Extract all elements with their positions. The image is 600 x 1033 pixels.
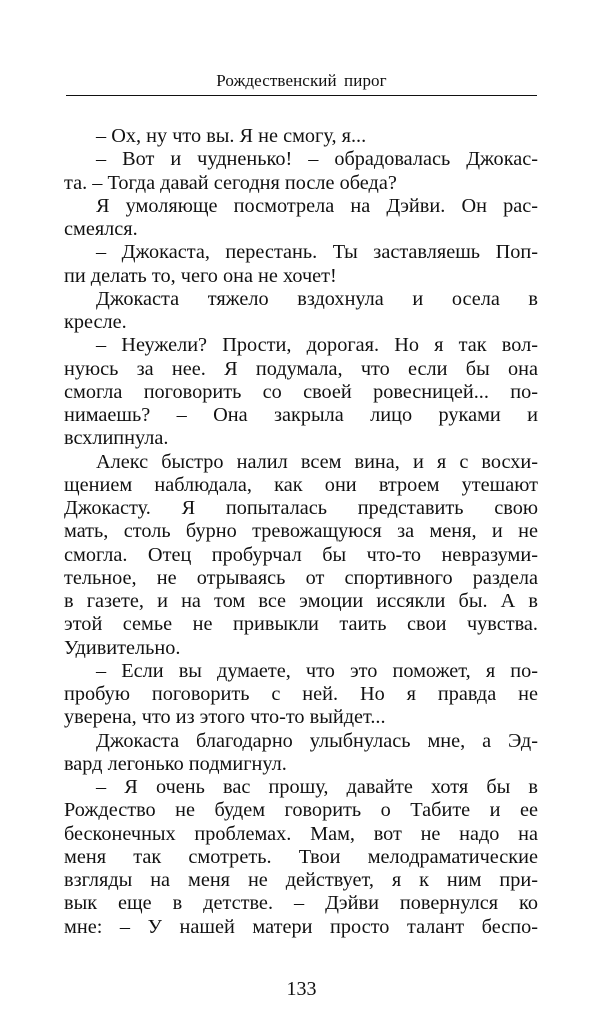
- text-line: – Я очень вас прошу, давайте хотя бы в: [96, 776, 538, 798]
- header-rule: [66, 95, 537, 96]
- text-line: смогла поговорить со своей ровесницей... по-: [64, 380, 538, 403]
- text-line: кресле.: [64, 311, 127, 333]
- text-line: Рождество не будем говорить о Табите и ее: [64, 799, 538, 822]
- text-line: – Джокаста, перестань. Ты заставляешь Поп-: [96, 241, 538, 264]
- running-head-title: Рождественский пирог: [216, 71, 387, 90]
- page-number: 133: [286, 978, 317, 1000]
- text-line: в газете, и на том все эмоции иссякли бы. А в: [64, 590, 538, 612]
- text-line: Джокаста тяжело вздохнула и осела в: [96, 287, 538, 310]
- text-line: вард легонько подмигнул.: [64, 752, 287, 775]
- text-line: нуюсь за нее. Я подумала, что если бы она: [64, 357, 538, 380]
- text-line: Джокаста благодарно улыбнулась мне, а Эд-: [96, 729, 538, 752]
- text-line: вык еще в детстве. – Дэйви повернулся ко: [64, 892, 538, 915]
- text-line: меня так смотреть. Твои мелодраматические: [64, 845, 538, 868]
- text-line: – Неужели? Прости, дорогая. Но я так вол-: [96, 334, 538, 357]
- text-line: пи делать то, чего она не хочет!: [64, 264, 337, 287]
- text-line: щением наблюдала, как они втроем утешают: [64, 473, 538, 496]
- text-line: взгляды на меня не действует, я к ним при-: [64, 869, 538, 891]
- text-line: бесконечных проблемах. Мам, вот не надо на: [64, 822, 538, 845]
- text-line: та. – Тогда давай сегодня после обеда?: [64, 171, 397, 194]
- text-line: уверена, что из этого что-то выйдет...: [64, 706, 386, 729]
- text-line: Я умоляюще посмотрела на Дэйви. Он рас-: [96, 194, 538, 217]
- text-line: пробую поговорить с ней. Но я правда не: [64, 683, 538, 705]
- text-line: – Если вы думаете, что это поможет, я по-: [96, 659, 538, 682]
- text-line: смеялся.: [64, 218, 138, 240]
- text-line: мать, столь бурно тревожащуюся за меня, и не: [64, 520, 538, 543]
- text-line: – Ох, ну что вы. Я не смогу, я...: [96, 125, 367, 147]
- text-line: нимаешь? – Она закрыла лицо руками и: [64, 404, 538, 426]
- text-line: всхлипнула.: [64, 427, 169, 450]
- text-line: Удивительно.: [64, 636, 181, 659]
- text-line: – Вот и чудненько! – обрадовалась Джокас-: [96, 148, 538, 171]
- text-line: этой семье не привыкли таить свои чувства.: [64, 613, 538, 636]
- text-line: тельное, не отрываясь от спортивного раздела: [64, 566, 538, 589]
- page-body-text: [64, 125, 538, 939]
- text-line: Джокасту. Я попыталась представить свою: [64, 497, 538, 519]
- text-line: Алекс быстро налил всем вина, и я с восхи-: [96, 450, 538, 473]
- text-line: мне: – У нашей матери просто талант беспо-: [64, 915, 538, 938]
- text-line: смогла. Отец пробурчал бы что-то невразуми-: [64, 543, 538, 566]
